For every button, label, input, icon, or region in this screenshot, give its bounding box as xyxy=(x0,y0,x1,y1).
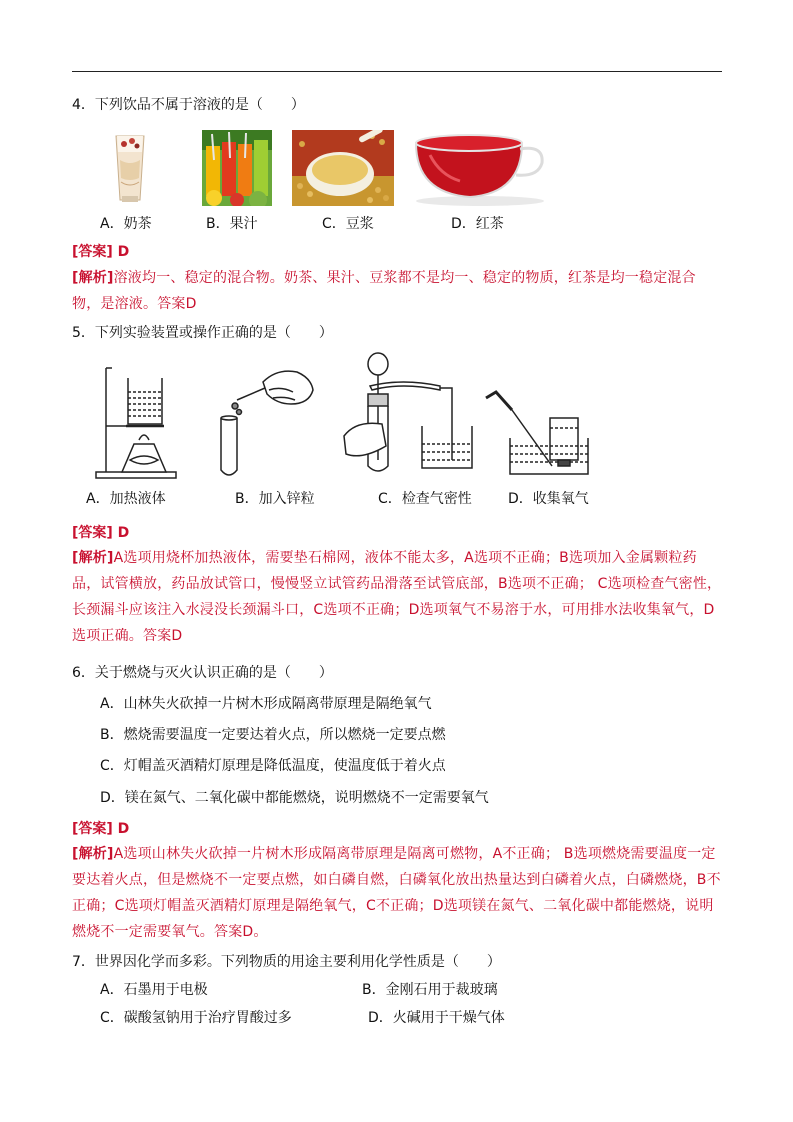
q7-option-a: A．石墨用于电极 xyxy=(100,982,208,998)
q5-analysis xyxy=(72,545,724,649)
q7-option-b: B．金刚石用于裁玻璃 xyxy=(362,982,498,998)
heating-liquid-icon xyxy=(92,364,182,480)
collect-oxygen-icon xyxy=(482,388,592,478)
q6-analysis-tag: [解析] xyxy=(72,846,114,862)
q5-option-d: D．收集氧气 xyxy=(508,491,589,507)
airtightness-check-icon xyxy=(342,350,477,480)
q7-option-d: D．火碱用于干燥气体 xyxy=(368,1010,505,1026)
q7-stem: 7．世界因化学而多彩。下列物质的用途主要利用化学性质是（ ） xyxy=(72,954,501,970)
q5-stem: 5．下列实验装置或操作正确的是（ ） xyxy=(72,325,333,341)
soy-milk-icon xyxy=(292,130,394,206)
adding-zinc-icon xyxy=(215,360,315,480)
q5-answer: [答案] D xyxy=(72,525,130,541)
q6-option-a: A．山林失火砍掉一片树木形成隔离带原理是隔绝氧气 xyxy=(100,696,432,712)
q5-analysis-tag: [解析] xyxy=(72,550,114,566)
q6-option-b: B．燃烧需要温度一定要达着火点，所以燃烧一定要点燃 xyxy=(100,727,446,743)
q4-analysis-tag: [解析] xyxy=(72,270,114,286)
q6-analysis-text: A选项山林失火砍掉一片树木形成隔离带原理是隔离可燃物，A不正确； B选项燃烧需要温度一定要达着火点，但是燃烧不一定要点燃，如白磷自燃，白磷氧化放出热量达到白磷着火点，白磷燃烧，B不正确；C选项灯帽盖灭酒精灯原理是隔绝氧气，C不正确；D选项镁在氮气、二氧化碳中都能燃烧，说明燃烧不一定需要氧气。答案D。 xyxy=(72,846,721,940)
q6-option-c: C．灯帽盖灭酒精灯原理是降低温度，使温度低于着火点 xyxy=(100,758,446,774)
fruit-juice-icon xyxy=(202,130,272,206)
q6-stem: 6．关于燃烧与灭火认识正确的是（ ） xyxy=(72,665,333,681)
q7-option-c: C．碳酸氢钠用于治疗胃酸过多 xyxy=(100,1010,292,1026)
q4-answer: [答案] D xyxy=(72,244,130,260)
q6-analysis xyxy=(72,841,724,945)
q4-analysis-text: 溶液均一、稳定的混合物。奶茶、果汁、豆浆都不是均一、稳定的物质，红茶是均一稳定混合物，是溶液。答案D xyxy=(72,270,696,312)
q5-option-a: A．加热液体 xyxy=(86,491,166,507)
header-rule xyxy=(72,71,722,72)
q4-option-c: C．豆浆 xyxy=(322,216,374,232)
q4-analysis xyxy=(72,265,724,317)
q5-analysis-text: A选项用烧杯加热液体，需要垫石棉网，液体不能太多，A选项不正确；B选项加入金属颗粒药品，试管横放，药品放试管口，慢慢竖立试管药品滑落至试管底部，B选项不正确； C选项检查气密性，长颈漏斗应该注入水浸没长颈漏斗口，C选项不正确；D选项氧气不易溶于水，可用排水法收集氧气，D选项正确。答案D xyxy=(72,550,722,644)
milk-tea-icon xyxy=(108,130,152,206)
q6-answer: [答案] D xyxy=(72,821,130,837)
q4-option-a: A．奶茶 xyxy=(100,216,152,232)
q4-option-b: B．果汁 xyxy=(206,216,258,232)
q6-option-d: D．镁在氮气、二氧化碳中都能燃烧，说明燃烧不一定需要氧气 xyxy=(100,790,489,806)
q4-option-d: D．红茶 xyxy=(451,216,504,232)
q4-stem: 4．下列饮品不属于溶液的是（ ） xyxy=(72,97,305,113)
q5-option-b: B．加入锌粒 xyxy=(235,491,315,507)
q5-option-c: C．检查气密性 xyxy=(378,491,472,507)
red-tea-icon xyxy=(410,125,550,207)
